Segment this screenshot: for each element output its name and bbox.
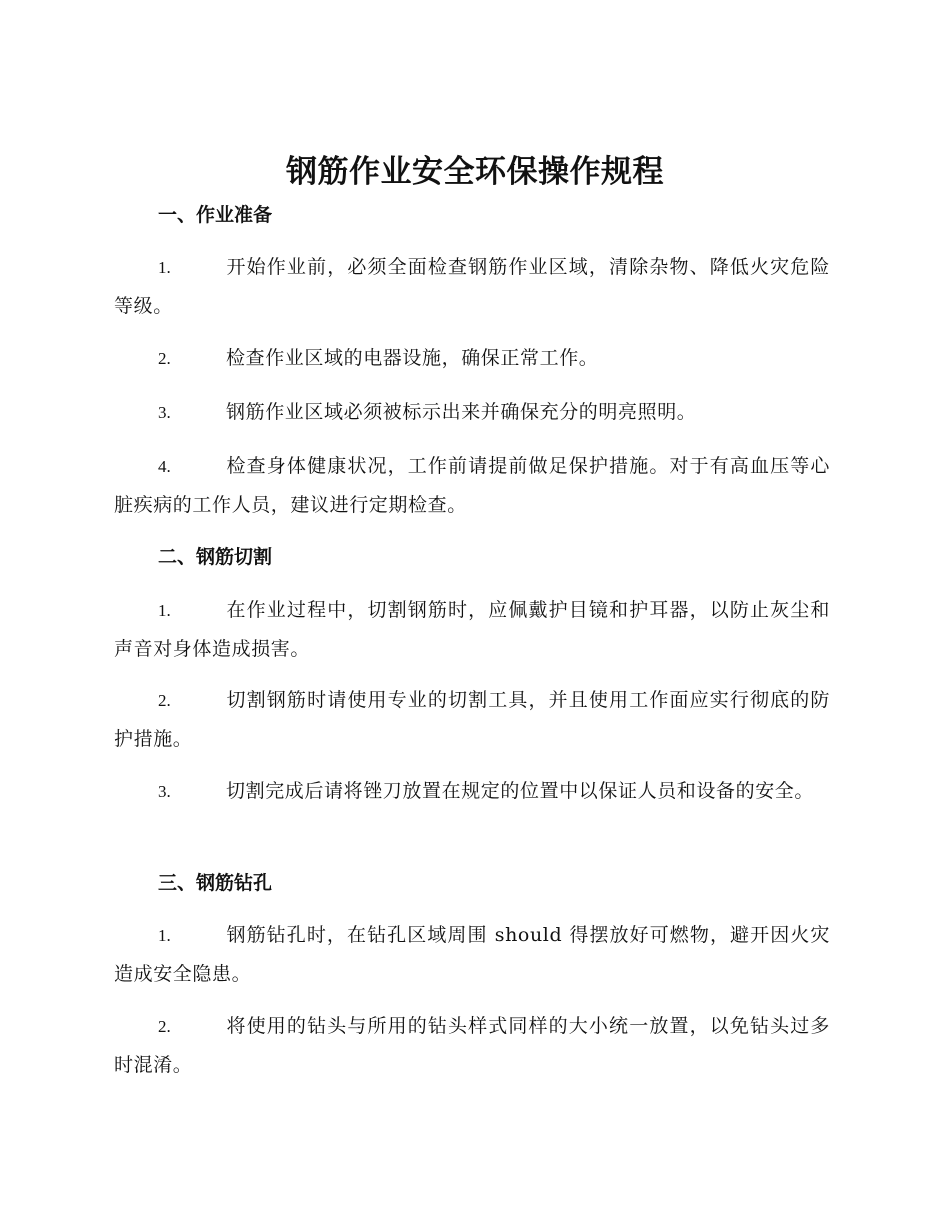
item-number: 1. (158, 926, 171, 945)
item-text: 检查身体健康状况，工作前请提前做足保护措施。对于有高血压等心脏疾病的工作人员，建议进行定期检查。 (114, 455, 830, 516)
item-number: 1. (158, 258, 171, 277)
list-item (114, 916, 830, 993)
item-number: 1. (158, 601, 171, 620)
list-item (114, 339, 830, 378)
item-number: 4. (158, 457, 171, 476)
item-text: 钢筋钻孔时，在钻孔区域周围 should 得摆放好可燃物，避开因火灾造成安全隐患。 (114, 924, 830, 985)
section-heading-cutting: 二、钢筋切割 (158, 546, 273, 568)
item-text: 检查作业区域的电器设施，确保正常工作。 (226, 347, 599, 369)
list-item (114, 772, 830, 811)
list-item (114, 1007, 830, 1084)
item-number: 2. (158, 691, 171, 710)
section-heading-preparation: 一、作业准备 (158, 204, 273, 226)
item-number: 3. (158, 403, 171, 422)
list-item (114, 248, 830, 325)
section-heading-drilling: 三、钢筋钻孔 (158, 872, 273, 894)
list-item (114, 393, 830, 432)
item-text: 开始作业前，必须全面检查钢筋作业区域，清除杂物、降低火灾危险等级。 (114, 256, 830, 317)
item-text: 将使用的钻头与所用的钻头样式同样的大小统一放置，以免钻头过多时混淆。 (114, 1015, 830, 1076)
item-number: 3. (158, 782, 171, 801)
list-item (114, 681, 830, 758)
document-title: 钢筋作业安全环保操作规程 (286, 154, 664, 190)
item-text: 切割钢筋时请使用专业的切割工具，并且使用工作面应实行彻底的防护措施。 (114, 689, 830, 750)
list-item (114, 447, 830, 524)
item-text: 在作业过程中，切割钢筋时，应佩戴护目镜和护耳器，以防止灰尘和声音对身体造成损害。 (114, 599, 830, 660)
list-item (114, 591, 830, 668)
item-text: 切割完成后请将锉刀放置在规定的位置中以保证人员和设备的安全。 (226, 780, 815, 802)
item-number: 2. (158, 349, 171, 368)
item-number: 2. (158, 1017, 171, 1036)
item-text: 钢筋作业区域必须被标示出来并确保充分的明亮照明。 (226, 401, 697, 423)
